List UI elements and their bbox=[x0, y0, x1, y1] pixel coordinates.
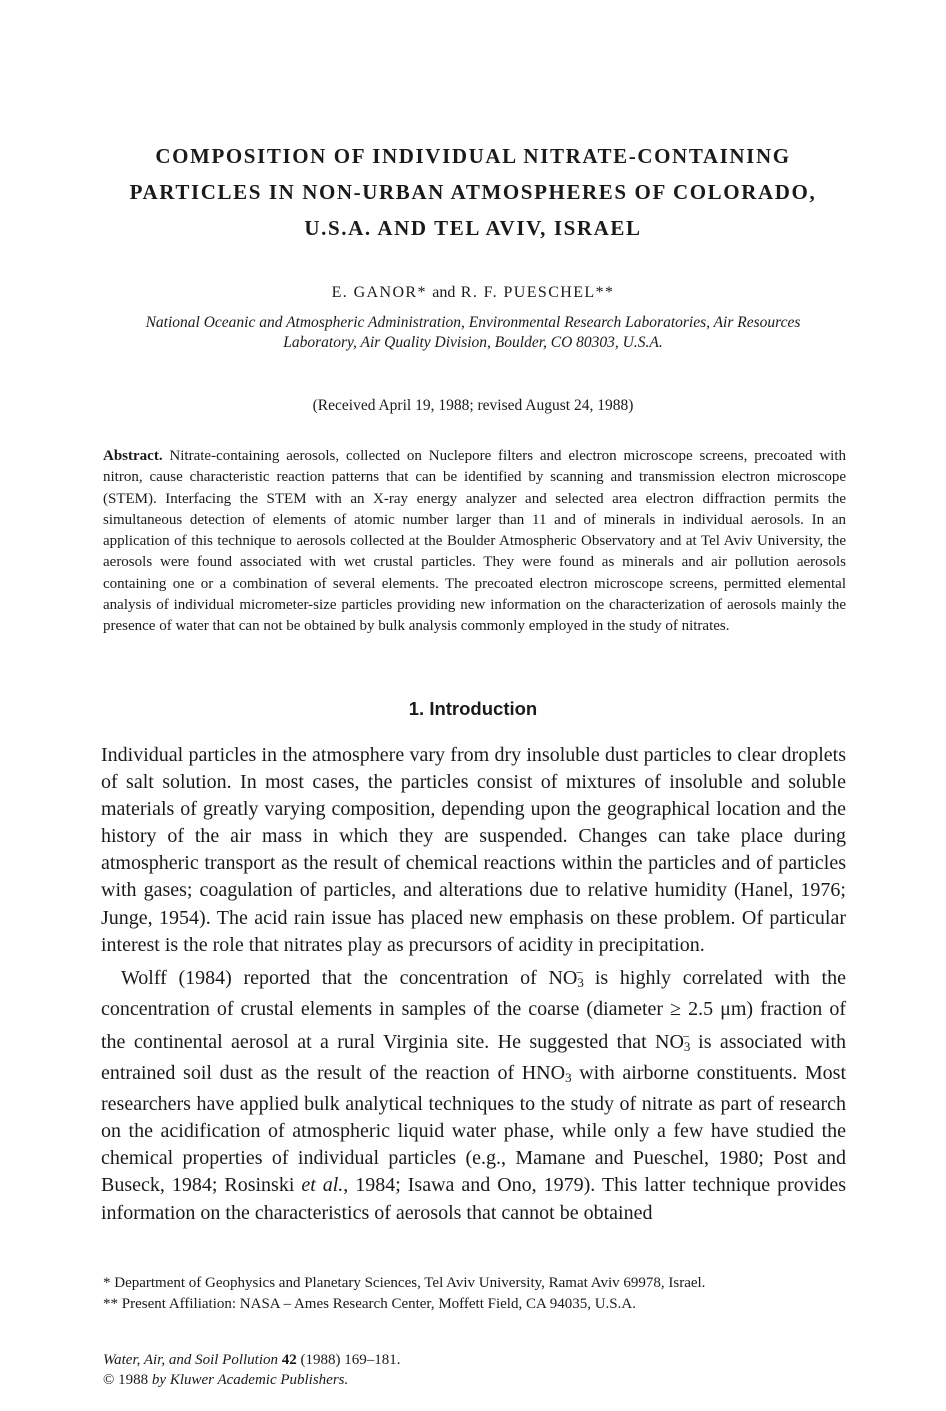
title-line-2: PARTICLES IN NON-URBAN ATMOSPHERES OF COLORADO, bbox=[129, 180, 817, 204]
section-title: Introduction bbox=[429, 698, 538, 719]
author-conjunction: and bbox=[432, 284, 456, 301]
journal-name: Water, Air, and Soil Pollution bbox=[103, 1352, 279, 1368]
nitric-acid-subscript: 3 bbox=[565, 1070, 572, 1086]
journal-year-pages: (1988) 169–181. bbox=[300, 1352, 401, 1368]
nitrate-subscript: 3 bbox=[577, 974, 584, 990]
publisher-name: by Kluwer Academic Publishers. bbox=[151, 1372, 349, 1388]
journal-volume: 42 bbox=[281, 1352, 297, 1368]
nitrate-charge: − bbox=[575, 964, 584, 980]
journal-line bbox=[103, 1350, 846, 1370]
intro-paragraph-1: Individual particles in the atmosphere vary from dry insoluble dust particles to clear droplets of salt solution. In most cases, the particles consist of mixtures of insoluble and soluble materials of greatly varying composition, depending upon the geographical location and the history of the air mass in which they are suspended. Changes can take place during atmospheric transport as the result of chemical reactions within the particles and of particles with gases; coagulation of particles, and alterations due to relative humidity (Hanel, 1976; Junge, 1954). The acid rain issue has placed new emphasis on these problem. Of particular interest is the role that nitrates play as precursors of acidity in precipitation. bbox=[101, 744, 846, 956]
para2-segment-5: , 1984; Isawa and Ono, 1979). This latter technique provides information on the characteristics of aerosols that cannot be obtained bbox=[101, 1174, 847, 1224]
abstract bbox=[103, 446, 846, 638]
nitrate-charge-2: − bbox=[682, 1028, 690, 1044]
author-pueschel: R. F. PUESCHEL** bbox=[460, 284, 615, 301]
para2-segment-1: Wolff (1984) reported that the concentration of NO bbox=[121, 966, 578, 989]
copyright-prefix: © 1988 bbox=[103, 1372, 149, 1388]
para2-segment-2: is highly correlated with the concentration of crustal elements in samples of the coarse (diameter ≥ 2.5 μm) fraction of the continental aerosol at a rural Virginia site. He suggested that NO bbox=[101, 966, 846, 1053]
et-al-italic: et al. bbox=[301, 1174, 344, 1197]
title-line-1: COMPOSITION OF INDIVIDUAL NITRATE-CONTAINING bbox=[155, 144, 791, 168]
section-heading-introduction bbox=[0, 698, 946, 720]
affiliation-line-1: National Oceanic and Atmospheric Administration, Environmental Research Laboratories, Air Resources bbox=[145, 314, 801, 331]
journal-citation bbox=[103, 1350, 846, 1390]
received-dates: (Received April 19, 1988; revised August 24, 1988) bbox=[312, 397, 634, 414]
introduction-body bbox=[101, 742, 846, 1227]
copyright-line bbox=[103, 1370, 846, 1390]
section-number: 1. bbox=[408, 698, 425, 719]
affiliation-line-2: Laboratory, Air Quality Division, Boulder, CO 80303, U.S.A. bbox=[283, 334, 663, 351]
para2-segment-4: with airborne constituents. Most researchers have applied bulk analytical techniques to the study of nitrate as part of research on the acidification of atmospheric liquid water phase, while only a few have studied the chemical properties of individual particles (e.g., Mamane and Pueschel, 1980; Post and Buseck, 1984; Rosinski bbox=[101, 1062, 847, 1197]
footnotes bbox=[103, 1273, 846, 1315]
abstract-label: Abstract. bbox=[103, 448, 163, 464]
intro-paragraph-2 bbox=[101, 959, 846, 1227]
author-ganor: E. GANOR* bbox=[331, 284, 427, 301]
author-list bbox=[0, 284, 946, 302]
affiliation bbox=[100, 313, 846, 353]
nitrate-subscript-2: 3 bbox=[683, 1038, 691, 1054]
title-line-3: U.S.A. AND TEL AVIV, ISRAEL bbox=[304, 216, 642, 240]
paper-title bbox=[90, 138, 856, 246]
footnote-1: * Department of Geophysics and Planetary Sciences, Tel Aviv University, Ramat Aviv 69978, Israel. bbox=[103, 1275, 706, 1291]
para2-segment-3: is associated with entrained soil dust as the result of the reaction of HNO bbox=[101, 1030, 847, 1085]
abstract-text: Nitrate-containing aerosols, collected on Nuclepore filters and electron microscope screens, precoated with nitron, cause characteristic reaction patterns that can be identified by scanning and transmission electron microscope (STEM). Interfacing the STEM with an X-ray energy analyzer and selected area electron diffraction permits the simultaneous detection of elements of atomic number larger than 11 and of minerals in individual aerosols. In an application of this technique to aerosols collected at the Boulder Atmospheric Observatory and at Tel Aviv University, the aerosols were found associated with wet crustal particles. They were found as minerals and air pollution aerosols containing one or a combination of several elements. The precoated electron microscope screens, permitted elemental analysis of individual micrometer-size particles providing new information on the characterization of aerosols mainly the presence of water that can not be obtained by bulk analysis commonly employed in the study of nitrates. bbox=[103, 448, 847, 635]
footnote-2: ** Present Affiliation: NASA – Ames Research Center, Moffett Field, CA 94035, U.S.A. bbox=[103, 1296, 636, 1312]
